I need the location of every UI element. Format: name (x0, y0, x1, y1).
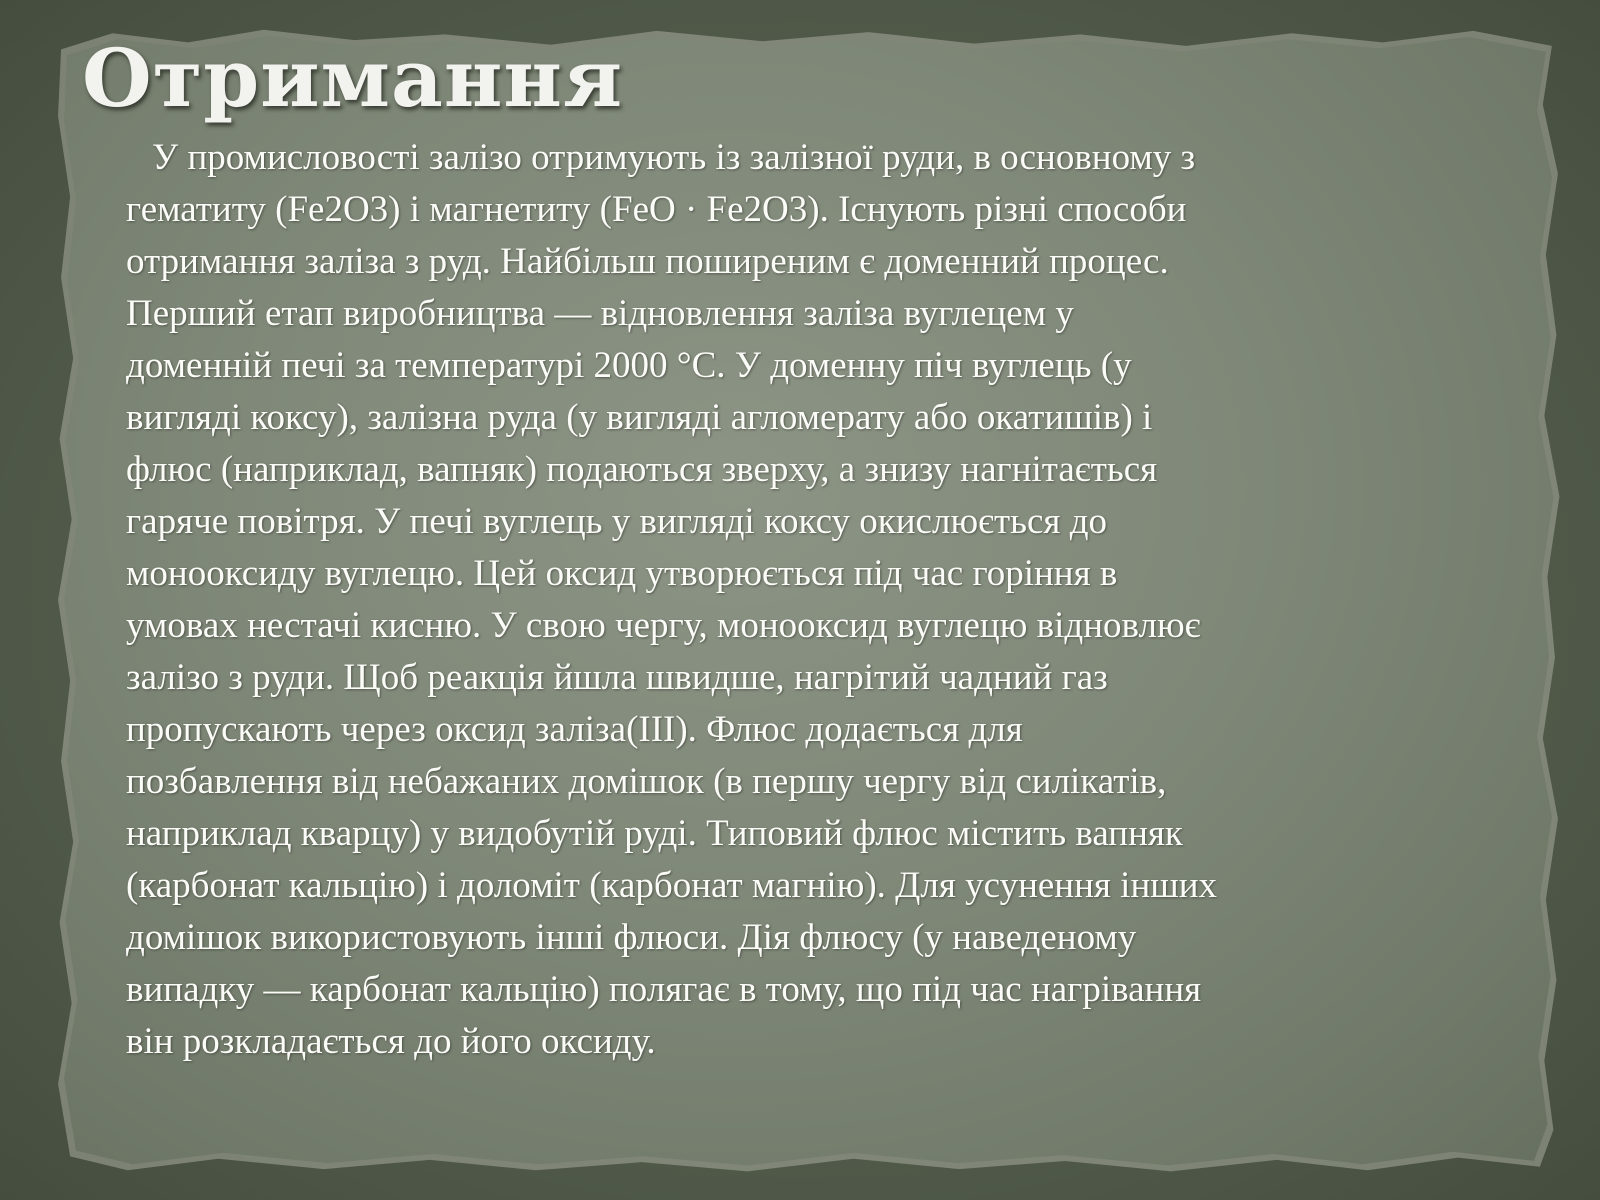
text-line: У промисловості залізо отримують із залізної руди, в основному з (152, 137, 1196, 178)
slide-body-text (126, 132, 1516, 1068)
slide-title: Отримання (82, 31, 624, 125)
text-line: випадку — карбонат кальцію) полягає в тому, що під час нагрівання (126, 969, 1202, 1010)
text-line: умовах нестачі кисню. У свою чергу, монооксид вуглецю відновлює (126, 605, 1201, 646)
text-line: флюс (наприклад, вапняк) подаються зверху, а знизу нагнітається (126, 449, 1158, 490)
text-line: отримання заліза з руд. Найбільш поширеним є доменний процес. (126, 241, 1169, 282)
text-line: вигляді коксу), залізна руда (у вигляді агломерату або окатишів) і (126, 397, 1153, 438)
text-line: позбавлення від небажаних домішок (в першу чергу від силікатів, (126, 761, 1167, 802)
text-line: Перший етап виробництва — відновлення заліза вуглецем у (126, 293, 1074, 334)
text-line: (карбонат кальцію) і доломіт (карбонат магнію). Для усунення інших (126, 865, 1218, 906)
text-line: гаряче повітря. У печі вуглець у вигляді коксу окислюється до (126, 501, 1108, 542)
text-line: гематиту (Fe2O3) і магнетиту (FeO · Fe2O3). Існують різні способи (126, 189, 1187, 230)
text-line: залізо з руди. Щоб реакція йшла швидше, нагрітий чадний газ (126, 657, 1108, 698)
text-line: пропускають через оксид заліза(III). Флюс додається для (126, 709, 1023, 750)
text-line: доменній печі за температурі 2000 °С. У доменну піч вуглець (у (126, 345, 1132, 386)
text-line: монооксиду вуглецю. Цей оксид утворюється під час горіння в (126, 553, 1118, 594)
text-line: домішок використовують інші флюси. Дія флюсу (у наведеному (126, 917, 1137, 958)
text-line: наприклад кварцу) у видобутій руді. Типовий флюс містить вапняк (126, 813, 1183, 854)
text-line: він розкладається до його оксиду. (126, 1021, 656, 1062)
